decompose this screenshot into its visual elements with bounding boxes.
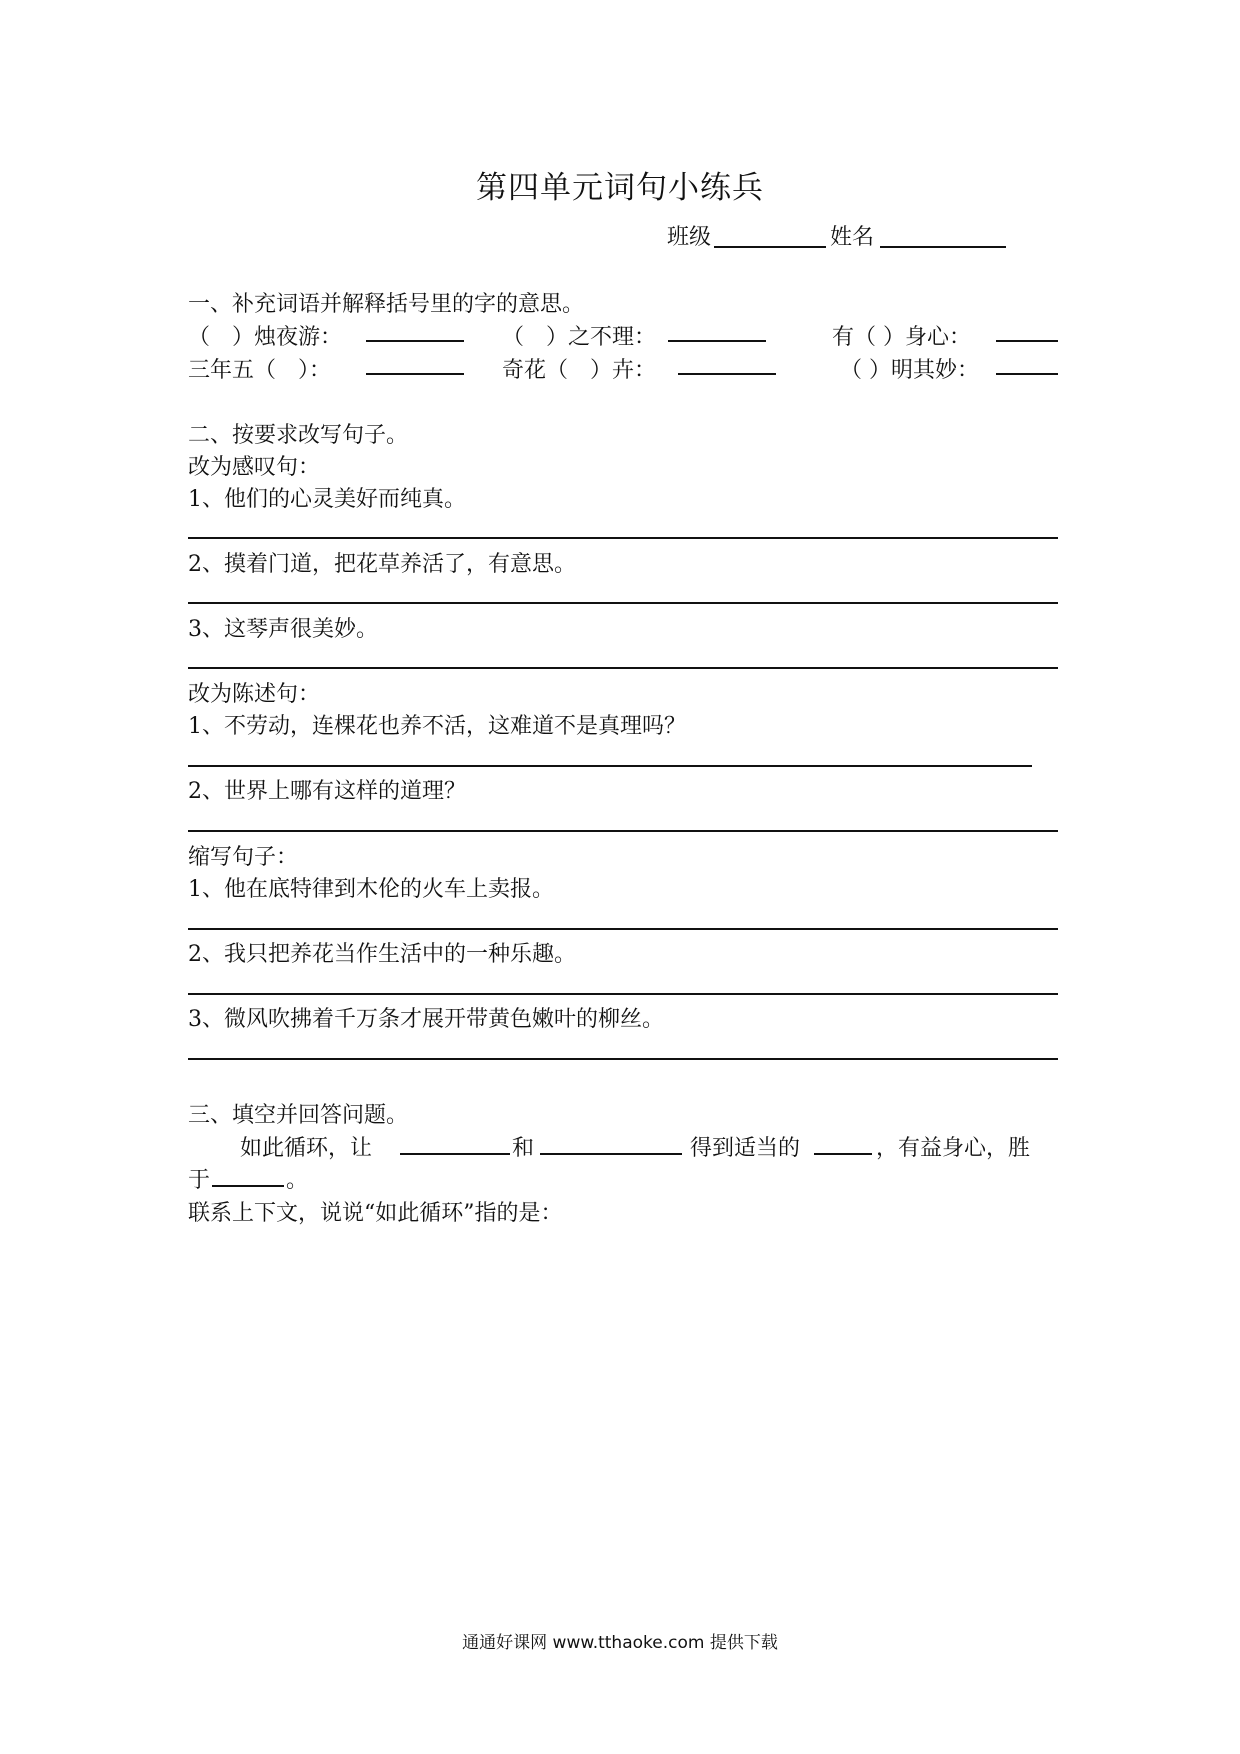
answer-line[interactable]	[188, 830, 1058, 832]
s3-text: 于	[188, 1168, 211, 1193]
shorten-item: 3、微风吹拂着千万条才展开带黄色嫩叶的柳丝。	[188, 1007, 664, 1032]
s3-blank[interactable]	[212, 1185, 284, 1187]
s1-item: （ ）之不理：	[502, 325, 657, 350]
s3-blank[interactable]	[814, 1153, 872, 1155]
name-label: 姓名	[830, 225, 875, 250]
s1-blank[interactable]	[996, 340, 1058, 342]
name-field[interactable]	[880, 222, 1006, 248]
section2-heading: 二、按要求改写句子。	[188, 423, 409, 448]
s1-item: 有（ ）身心：	[832, 325, 971, 350]
shorten-item: 1、他在底特律到木伦的火车上卖报。	[188, 877, 554, 902]
answer-line[interactable]	[188, 765, 1032, 767]
s3-text: 如此循环，让	[240, 1136, 373, 1161]
s1-blank[interactable]	[366, 340, 464, 342]
declarative-item: 2、世界上哪有这样的道理？	[188, 779, 466, 804]
s3-question: 联系上下文，说说“如此循环”指的是：	[188, 1201, 563, 1226]
s1-item: 三年五（ ）：	[188, 358, 332, 383]
class-field[interactable]	[714, 222, 826, 248]
answer-line[interactable]	[188, 602, 1058, 604]
declarative-item: 1、不劳动，连棵花也养不活，这难道不是真理吗？	[188, 714, 686, 739]
s3-text: ，有益身心，胜	[876, 1136, 1031, 1161]
exclaim-item: 1、他们的心灵美好而纯真。	[188, 487, 466, 512]
s1-item: （ ）明其妙：	[840, 358, 979, 383]
exclaim-item: 3、这琴声很美妙。	[188, 617, 378, 642]
s1-blank[interactable]	[366, 373, 464, 375]
s1-item: 奇花（ ）卉：	[502, 358, 657, 383]
s1-blank[interactable]	[996, 373, 1058, 375]
declarative-label: 改为陈述句：	[188, 682, 321, 707]
s3-text: 和	[512, 1136, 535, 1161]
answer-line[interactable]	[188, 537, 1058, 539]
exclaim-label: 改为感叹句：	[188, 455, 321, 480]
footer: 通通好课网 www.tthaoke.com 提供下载	[462, 1633, 778, 1653]
s3-text: 得到适当的	[690, 1136, 801, 1161]
answer-line[interactable]	[188, 667, 1058, 669]
section1-heading: 一、补充词语并解释括号里的字的意思。	[188, 292, 585, 317]
class-label: 班级	[667, 225, 712, 250]
s1-item: （ ）烛夜游：	[188, 325, 343, 350]
section3-heading: 三、填空并回答问题。	[188, 1103, 409, 1128]
exclaim-item: 2、摸着门道，把花草养活了，有意思。	[188, 552, 576, 577]
answer-line[interactable]	[188, 1058, 1058, 1060]
s3-blank[interactable]	[540, 1153, 682, 1155]
answer-line[interactable]	[188, 928, 1058, 930]
s1-blank[interactable]	[668, 340, 766, 342]
shorten-item: 2、我只把养花当作生活中的一种乐趣。	[188, 942, 576, 967]
page-title: 第四单元词句小练兵	[476, 170, 764, 206]
shorten-label: 缩写句子：	[188, 845, 299, 870]
s3-blank[interactable]	[400, 1153, 510, 1155]
answer-line[interactable]	[188, 993, 1058, 995]
s3-text: 。	[286, 1168, 309, 1193]
s1-blank[interactable]	[678, 373, 776, 375]
